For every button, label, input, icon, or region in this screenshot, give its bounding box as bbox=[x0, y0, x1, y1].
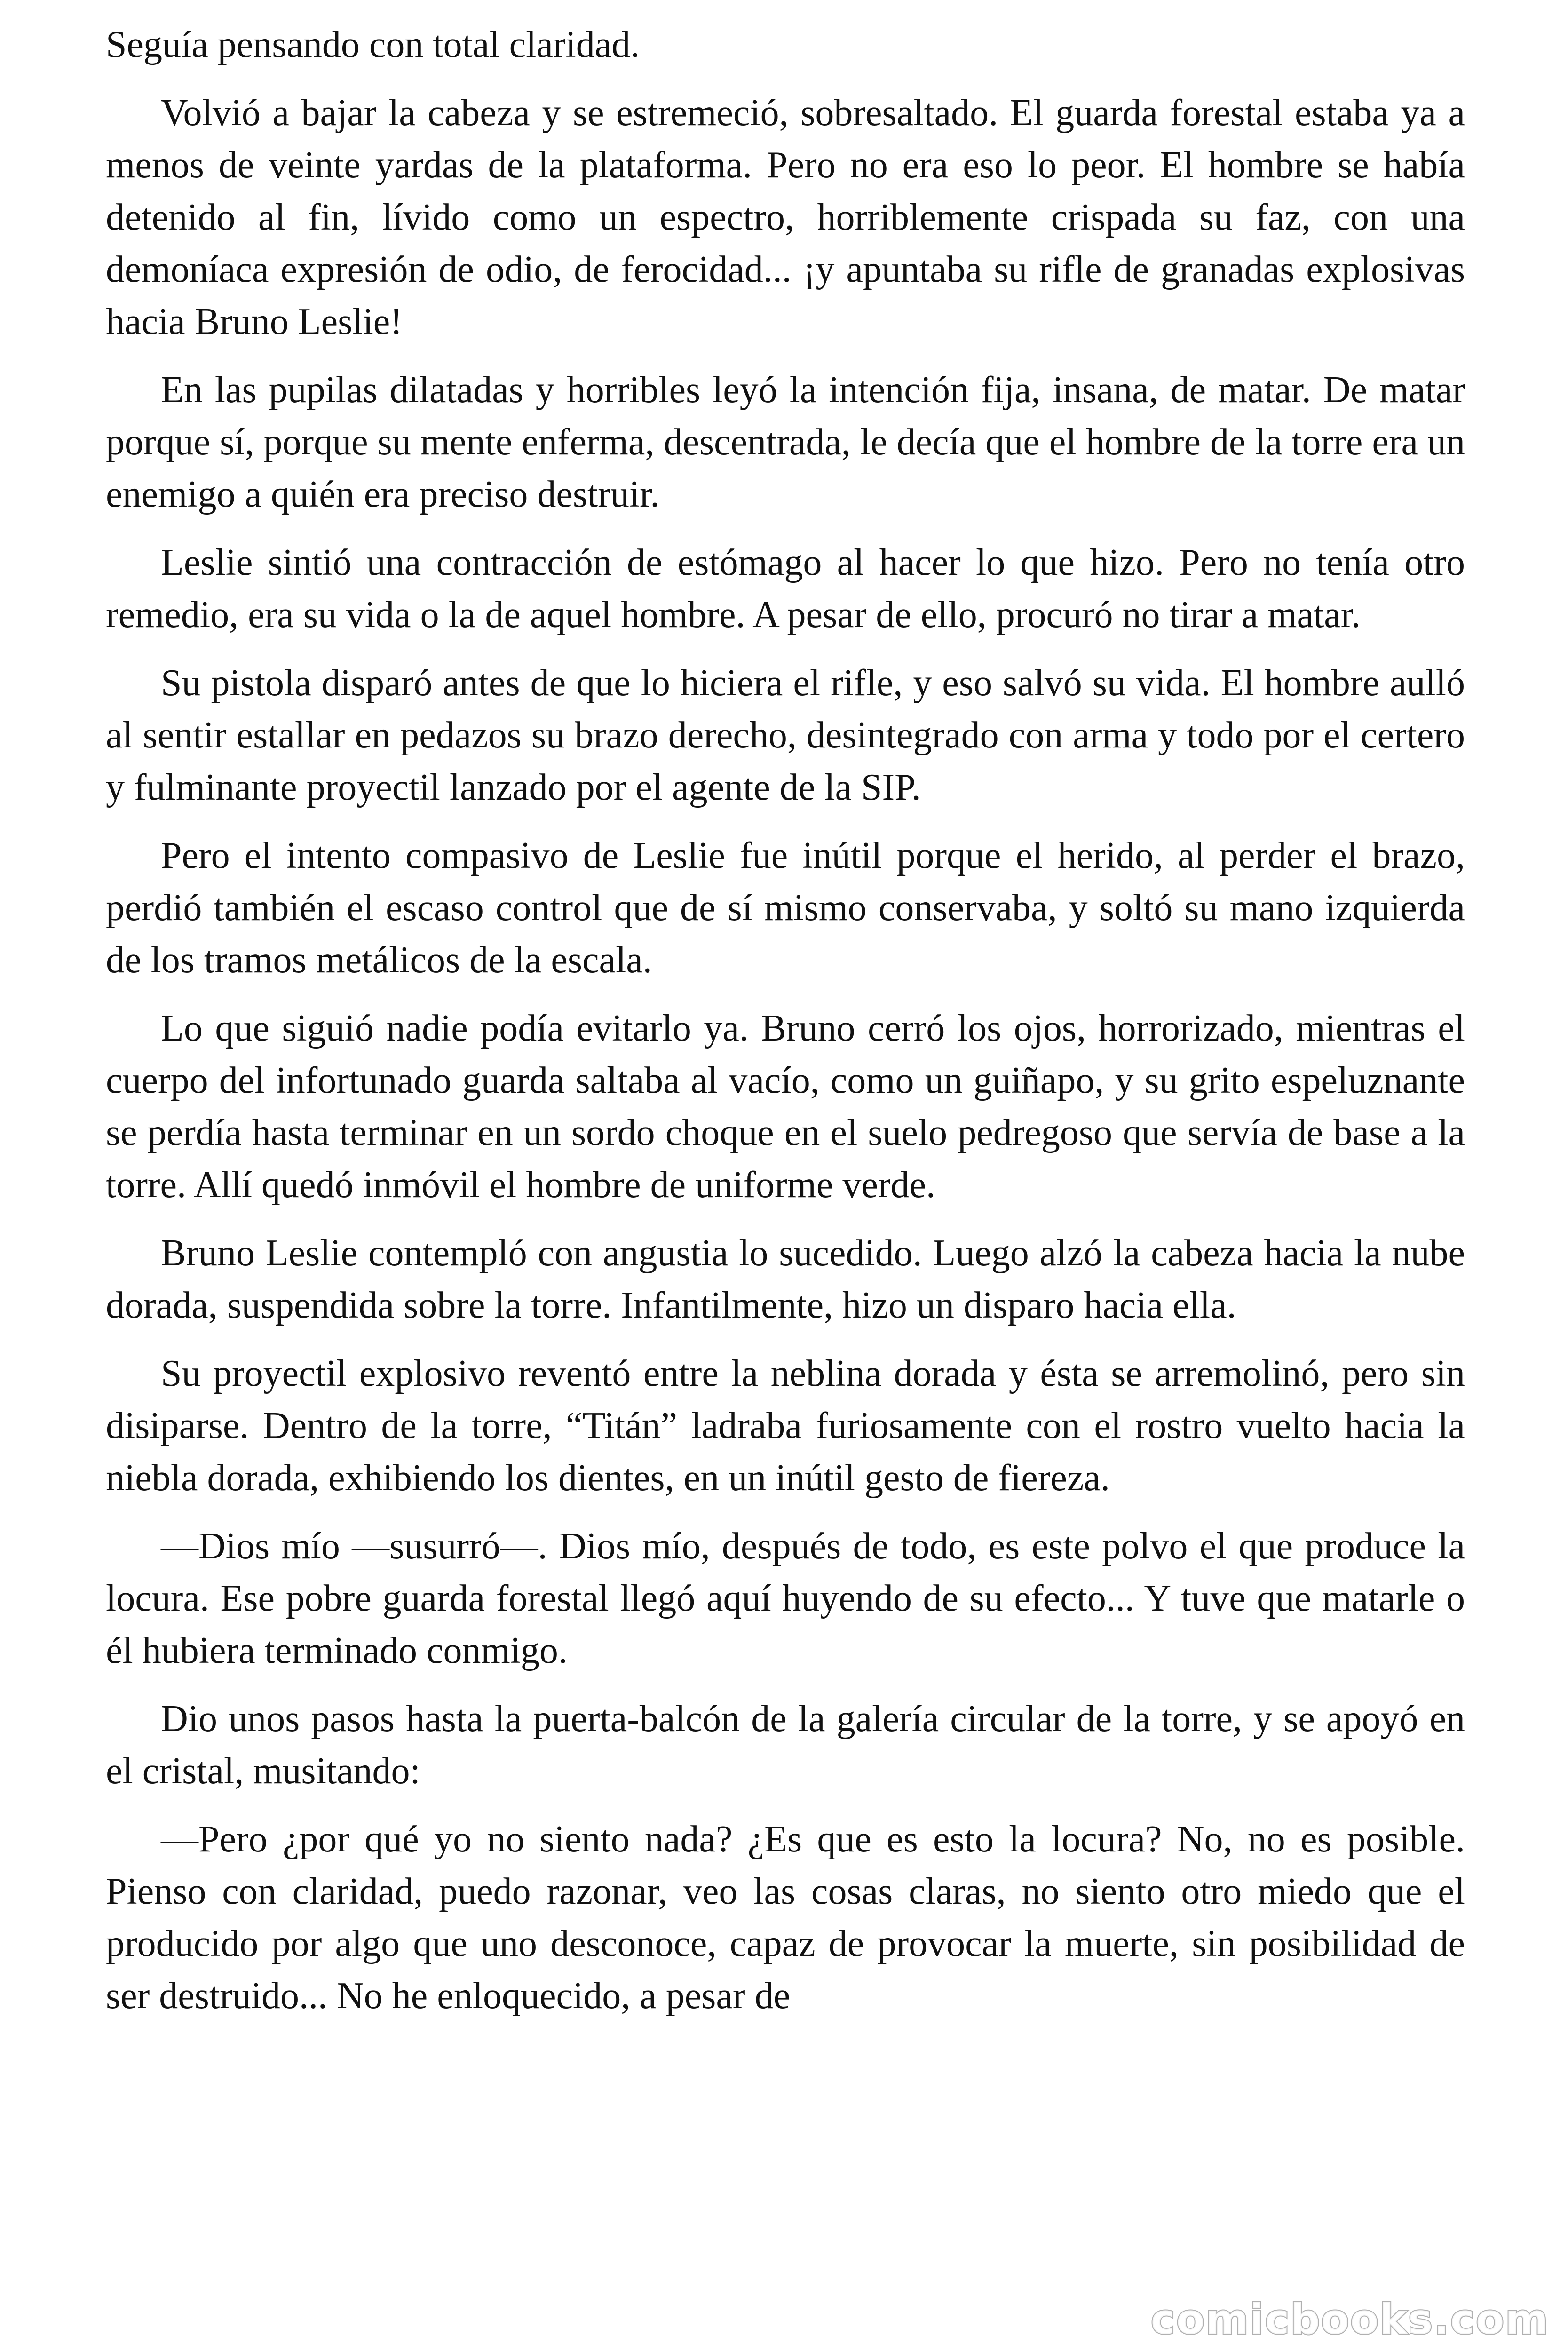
paragraph-2: Volvió a bajar la cabeza y se estremeció, sobresaltado. El guarda forestal estaba ya a menos de veinte yardas de la plataforma. Pero no era eso lo peor. El hombre se había detenido al fin, lívido como un espectro, horriblemente crispada su faz, con una demoníaca expresión de odio, de ferocidad... ¡y apuntaba su rifle de granadas explosivas hacia Bruno Leslie! bbox=[106, 92, 1465, 342]
watermark: comicbooks.com bbox=[1150, 2295, 1549, 2344]
paragraph-5: Su pistola disparó antes de que lo hiciera el rifle, y eso salvó su vida. El hombre aulló al sentir estallar en pedazos su brazo derecho, desintegrado con arma y todo por el certero y fulminante proyectil lanzado por el agente de la SIP. bbox=[106, 662, 1465, 808]
paragraph-9: Su proyectil explosivo reventó entre la neblina dorada y ésta se arremolinó, pero sin disiparse. Dentro de la torre, “Titán” ladraba furiosamente con el rostro vuelto hacia la niebla dorada, exhibiendo los dientes, en un inútil gesto de fiereza. bbox=[106, 1353, 1465, 1499]
paragraph-3: En las pupilas dilatadas y horribles leyó la intención fija, insana, de matar. De matar porque sí, porque su mente enferma, descentrada, le decía que el hombre de la torre era un enemigo a quién era preciso destruir. bbox=[106, 369, 1465, 515]
page-body-text bbox=[106, 19, 1465, 2038]
paragraph-10: —Dios mío —susurró—. Dios mío, después de todo, es este polvo el que produce la locura. Ese pobre guarda forestal llegó aquí huyendo de su efecto... Y tuve que matarle o él hubiera terminado conmigo. bbox=[106, 1526, 1465, 1671]
paragraph-6: Pero el intento compasivo de Leslie fue inútil porque el herido, al perder el brazo, perdió también el escaso control que de sí mismo conservaba, y soltó su mano izquierda de los tramos metálicos de la escala. bbox=[106, 835, 1465, 981]
paragraph-11: Dio unos pasos hasta la puerta-balcón de la galería circular de la torre, y se apoyó en el cristal, musitando: bbox=[106, 1698, 1465, 1792]
paragraph-1: Seguía pensando con total claridad. bbox=[106, 24, 640, 65]
paragraph-4: Leslie sintió una contracción de estómago al hacer lo que hizo. Pero no tenía otro remedio, era su vida o la de aquel hombre. A pesar de ello, procuró no tirar a matar. bbox=[106, 542, 1465, 636]
paragraph-7: Lo que siguió nadie podía evitarlo ya. Bruno cerró los ojos, horrorizado, mientras el cuerpo del infortunado guarda saltaba al vacío, como un guiñapo, y su grito espeluznante se perdía hasta terminar en un sordo choque en el suelo pedregoso que servía de base a la torre. Allí quedó inmóvil el hombre de uniforme verde. bbox=[106, 1008, 1465, 1206]
paragraph-12: —Pero ¿por qué yo no siento nada? ¿Es que es esto la locura? No, no es posible. Pienso con claridad, puedo razonar, veo las cosas claras, no siento otro miedo que el producido por algo que uno desconoce, capaz de provocar la muerte, sin posibilidad de ser destruido... No he enloquecido, a pesar de bbox=[106, 1819, 1465, 2017]
paragraph-8: Bruno Leslie contempló con angustia lo sucedido. Luego alzó la cabeza hacia la nube dorada, suspendida sobre la torre. Infantilmente, hizo un disparo hacia ella. bbox=[106, 1232, 1465, 1326]
